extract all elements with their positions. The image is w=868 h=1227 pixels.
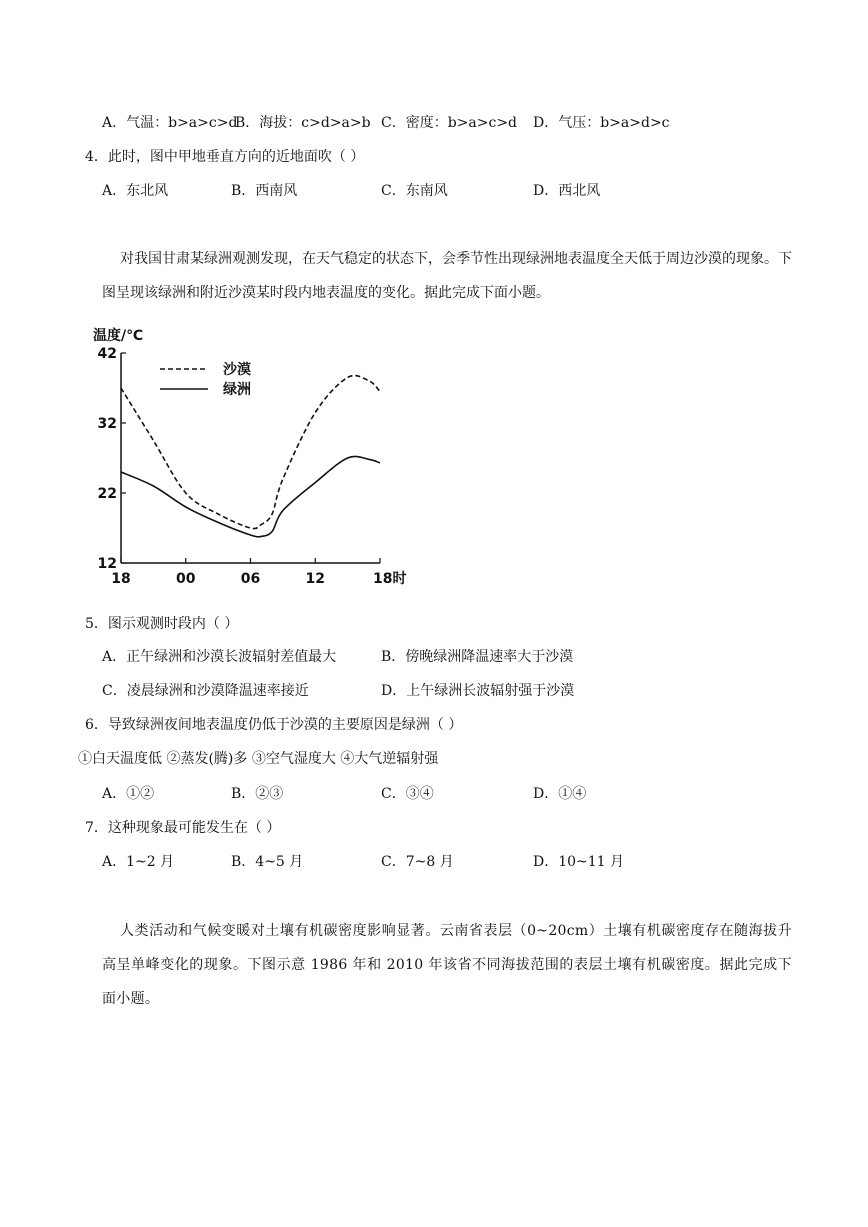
q6-stem: 6．导致绿洲夜间地表温度仍低于沙漠的主要原因是绿洲（ ）	[85, 717, 463, 733]
q3-option-d: D．气压：b>a>d>c	[533, 115, 670, 131]
q4-option-b: B．西南风	[231, 183, 298, 199]
q5-option-d: D．上午绿洲长波辐射强于沙漠	[381, 683, 575, 699]
passage-oasis: 对我国甘肃某绿洲观测发现，在天气稳定的状态下，会季节性出现绿洲地表温度全天低于周边沙漠的现象。下图呈现该绿洲和附近沙漠某时段内地表温度的变化。据此完成下面小题。	[102, 251, 792, 301]
q4-stem: 4．此时，图中甲地垂直方向的近地面吹（ ）	[85, 149, 365, 165]
q5-option-b: B．傍晚绿洲降温速率大于沙漠	[381, 649, 574, 665]
q6-option-c: C．③④	[381, 786, 434, 802]
x-tick-label: 00	[176, 571, 196, 587]
x-tick-label: 18时	[373, 571, 407, 587]
chart-ylabel: 温度/℃	[93, 328, 144, 344]
q7-option-a: A．1~2 月	[102, 854, 175, 870]
legend	[160, 361, 251, 398]
series-oasis-line	[121, 456, 380, 536]
q6-option-a: A．①②	[102, 786, 155, 802]
y-tick-label: 12	[97, 556, 117, 572]
series-desert-line	[121, 376, 380, 529]
y-tick-label: 42	[97, 346, 117, 362]
x-tick-label: 18	[111, 571, 131, 587]
x-tick-label: 06	[240, 571, 261, 587]
y-tick-label: 22	[97, 486, 117, 502]
legend-desert-label: 沙漠	[223, 362, 251, 378]
y-tick-label: 32	[97, 416, 117, 432]
q3-option-c: C．密度：b>a>c>d	[381, 115, 518, 131]
legend-oasis-label: 绿洲	[223, 382, 251, 398]
q5-option-c: C．凌晨绿洲和沙漠降温速率接近	[102, 683, 309, 699]
q4-option-c: C．东南风	[381, 183, 448, 199]
q7-option-d: D．10~11 月	[533, 854, 625, 870]
q6-option-b: B．②③	[231, 786, 284, 802]
q3-option-b: B．海拔：c>d>a>b	[235, 115, 371, 131]
q5-option-a: A．正午绿洲和沙漠长波辐射差值最大	[102, 649, 337, 665]
q6-items: ①白天温度低 ②蒸发(腾)多 ③空气湿度大 ④大气逆辐射强	[78, 751, 439, 767]
x-tick-label: 12	[305, 571, 325, 587]
q4-option-a: A．东北风	[102, 183, 169, 199]
q4-option-d: D．西北风	[533, 183, 601, 199]
passage-soil-carbon: 人类活动和气候变暖对土壤有机碳密度影响显著。云南省表层（0~20cm）土壤有机碳密度存在随海拔升高呈单峰变化的现象。下图示意 1986 年和 2010 年该省不同海拔范围的表层土壤有机碳密度。据此完成下面小题。	[102, 923, 792, 1007]
q7-option-b: B．4~5 月	[231, 854, 304, 870]
q5-stem: 5．图示观测时段内（ ）	[85, 616, 239, 632]
q6-option-d: D．①④	[533, 786, 587, 802]
q3-option-a: A．气温：b>a>c>d	[102, 115, 238, 131]
q7-option-c: C．7~8 月	[381, 854, 454, 870]
q7-stem: 7．这种现象最可能发生在（ ）	[85, 820, 281, 836]
temperature-chart	[88, 320, 418, 595]
